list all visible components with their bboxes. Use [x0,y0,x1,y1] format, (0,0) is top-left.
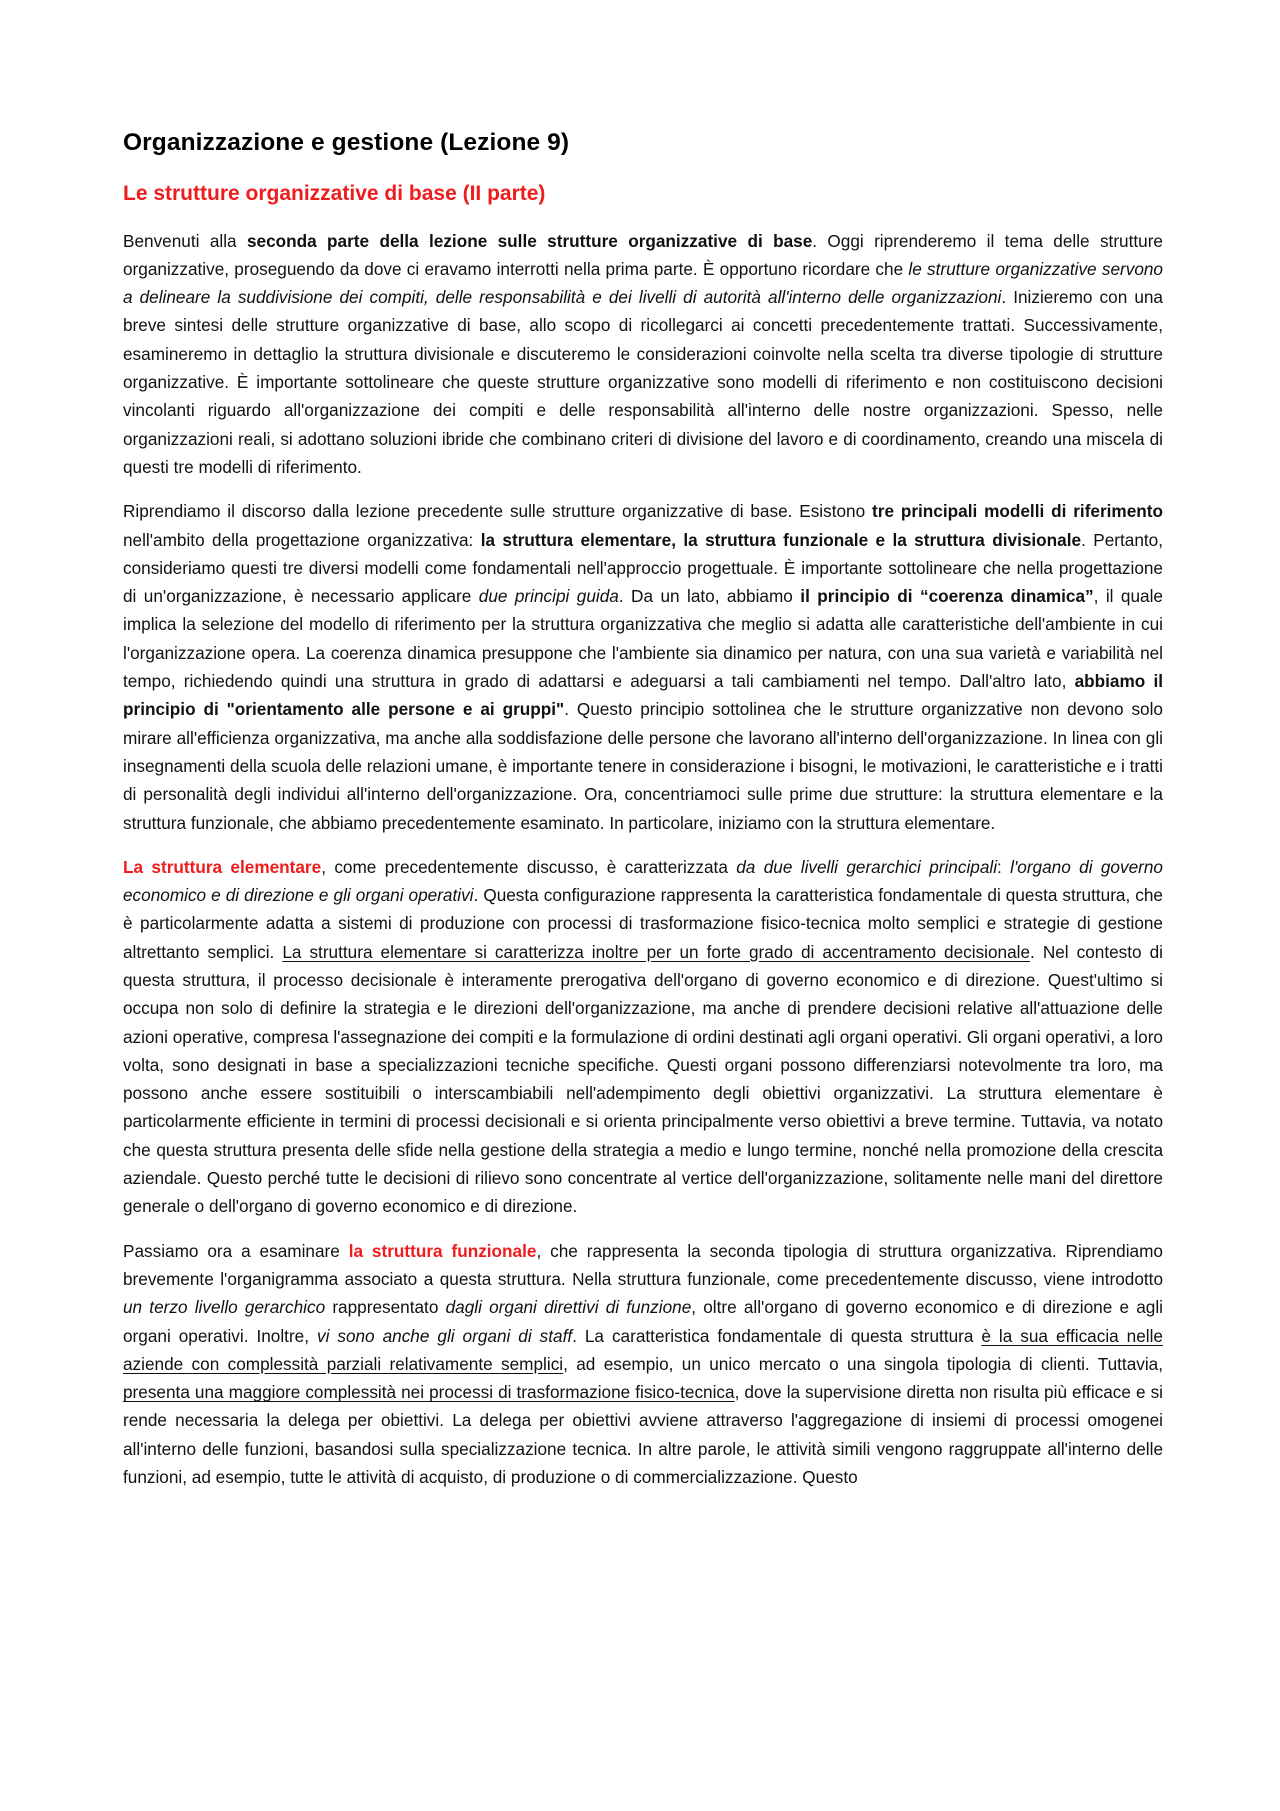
text-run: Benvenuti alla [123,230,247,251]
italic-text: un terzo livello gerarchico [123,1297,326,1318]
document-title: Organizzazione e gestione (Lezione 9) [123,129,570,156]
text-run: . Oggi riprenderemo il tema delle strutture organizzative, proseguendo da dove ci eravamo interrotti nella prima parte. È opportuno ricordare che [123,230,1163,279]
paragraph-struttura-funzionale [123,1237,1163,1492]
italic-text: l'organo di governo economico e di direzione e gli organi operativi [123,856,1163,906]
paragraph-principles [123,497,1163,837]
paragraph-struttura-elementare [123,853,1163,1221]
text-run: . Questo principio sottolinea che le strutture organizzative non devono solo mirare all'efficienza organizzativa, ma anche alla soddisfazione delle persone che lavorano all'interno dell'organizzazione. In linea con gli insegnamenti della scuola delle relazioni umane, è importante tenere in considerazione i bisogni, le motivazioni, le caratteristiche e i tratti di personalità degli individui all'interno dell'organizzazione. Ora, concentriamoci sulle prime due strutture: la struttura elementare e la struttura funzionale, che abbiamo precedentemente esaminato. In particolare, iniziamo con la struttura elementare. [123,699,1163,833]
italic-text: da due livelli gerarchici principali [736,856,998,877]
text-run: Passiamo ora a esaminare [123,1240,349,1261]
text-run: . Da un lato, abbiamo [618,586,801,607]
paragraph-intro [123,227,1163,482]
text-run: , che rappresenta la seconda tipologia di struttura organizzativa. Riprendiamo brevemente l'organigramma associato a questa struttura. Nella struttura funzionale, come precedentemente discusso, viene introdotto [123,1240,1163,1289]
text-run: rappresentato [325,1297,446,1318]
highlighted-term: la struttura funzionale [348,1240,537,1261]
text-run: . Inizieremo con una breve sintesi delle strutture organizzative di base, allo scopo di ricollegarci ai concetti precedentemente trattati. Successivamente, esamineremo in dettaglio la struttura divisionale e discuteremo le considerazioni coinvolte nella scelta tra diverse tipologie di strutture organizzative. È importante sottolineare che queste strutture organizzative sono modelli di riferimento e non costituiscono decisioni vincolanti riguardo all'organizzazione dei compiti e delle responsabilità all'interno delle nostre organizzazioni. Spesso, nelle organizzazioni reali, si adottano soluzioni ibride che combinano criteri di divisione del lavoro e di coordinamento, creando una miscela di questi tre modelli di riferimento. [123,287,1163,477]
section-heading: Le strutture organizzative di base (II parte) [123,182,546,206]
text-run: . La caratteristica fondamentale di questa struttura [572,1325,982,1346]
bold-text: tre principali modelli di riferimento [872,501,1163,522]
italic-text: due principi guida [478,586,619,607]
bold-text: la struttura elementare, la struttura funzionale e la struttura divisionale [480,529,1082,550]
italic-text: dagli organi direttivi di funzione [445,1297,692,1318]
bold-text: abbiamo il principio di "orientamento alle persone e ai gruppi" [123,671,1164,720]
bold-text: seconda parte della lezione sulle strutture organizzative di base [246,230,813,251]
underlined-text: La struttura elementare si caratterizza inoltre per un forte grado di accentramento decisionale [282,941,1031,962]
bold-text: il principio di “coerenza dinamica” [800,586,1094,607]
text-run: . Nel contesto di questa struttura, il processo decisionale è interamente prerogativa dell'organo di governo economico e di direzione. Quest'ultimo si occupa non solo di definire la strategia e le direzioni dell'organizzazione, ma anche di prendere decisioni relative all'attuazione delle azioni operative, compresa l'assegnazione dei compiti e la formulazione di ordini destinati agli organi operativi. Gli organi operativi, a loro volta, sono designati in base a specializzazioni tecniche specifiche. Questi organi possono differenziarsi notevolmente tra loro, ma possono anche essere sostituibili o interscambiabili nell'adempimento degli obiettivi organizzativi. La struttura elementare è particolarmente efficiente in termini di processi decisionali e si orienta principalmente verso obiettivi a breve termine. Tuttavia, va notato che questa struttura presenta delle sfide nella gestione della strategia a medio e lungo termine, nonché nella promozione della crescita aziendale. Questo perché tutte le decisioni di rilievo sono concentrate al vertice dell'organizzazione, solitamente nelle mani del direttore generale o dell'organo di governo economico e di direzione. [123,941,1163,1217]
text-run: . Pertanto, consideriamo questi tre diversi modelli come fondamentali nell'approccio progettuale. È importante sottolineare che nella progettazione di un'organizzazione, è necessario applicare [123,529,1163,607]
text-run: , come precedentemente discusso, è caratterizzata [321,856,737,877]
underlined-text: è la sua efficacia nelle aziende con complessità parziali relativamente semplici [123,1325,1163,1374]
text-run: , oltre all'organo di governo economico e di direzione e agli organi operativi. Inoltre, [123,1297,1163,1346]
text-run: , ad esempio, un unico mercato o una singola tipologia di clienti. Tuttavia, [563,1353,1163,1374]
text-run: , dove la supervisione diretta non risulta più efficace e si rende necessaria la delega per obiettivi. La delega per obiettivi avviene attraverso l'aggregazione di insiemi di processi omogenei all'interno delle funzioni, basandosi sulla specializzazione tecnica. In altre parole, le attività simili vengono raggruppate all'interno delle funzioni, ad esempio, tutte le attività di acquisto, di produzione o di commercializzazione. Questo [123,1382,1163,1488]
text-run: : [997,856,1011,877]
text-run: Riprendiamo il discorso dalla lezione precedente sulle strutture organizzative di base. Esistono [123,501,873,522]
italic-text: le strutture organizzative servono a delineare la suddivisione dei compiti, delle responsabilità e dei livelli di autorità all'interno delle organizzazioni [123,258,1163,308]
italic-text: vi sono anche gli organi di staff [316,1325,573,1346]
underlined-text: presenta una maggiore complessità nei processi di trasformazione fisico-tecnica [123,1382,735,1403]
text-run: nell'ambito della progettazione organizzativa: [123,529,481,550]
text-run: , il quale implica la selezione del modello di riferimento per la struttura organizzativa che meglio si adatta alle caratteristiche dell'ambiente in cui l'organizzazione opera. La coerenza dinamica presuppone che l'ambiente sia dinamico per natura, con una sua varietà e variabilità nel tempo, richiedendo quindi una struttura in grado di adattarsi e adeguarsi a tali cambiamenti nel tempo. Dall'altro lato, [123,586,1163,692]
highlighted-term: La struttura elementare [123,856,322,877]
text-run: . Questa configurazione rappresenta la caratteristica fondamentale di questa struttura, che è particolarmente adatta a sistemi di produzione con processi di trasformazione fisico-tecnica molto semplici e strategie di gestione altrettanto semplici. [123,885,1163,962]
